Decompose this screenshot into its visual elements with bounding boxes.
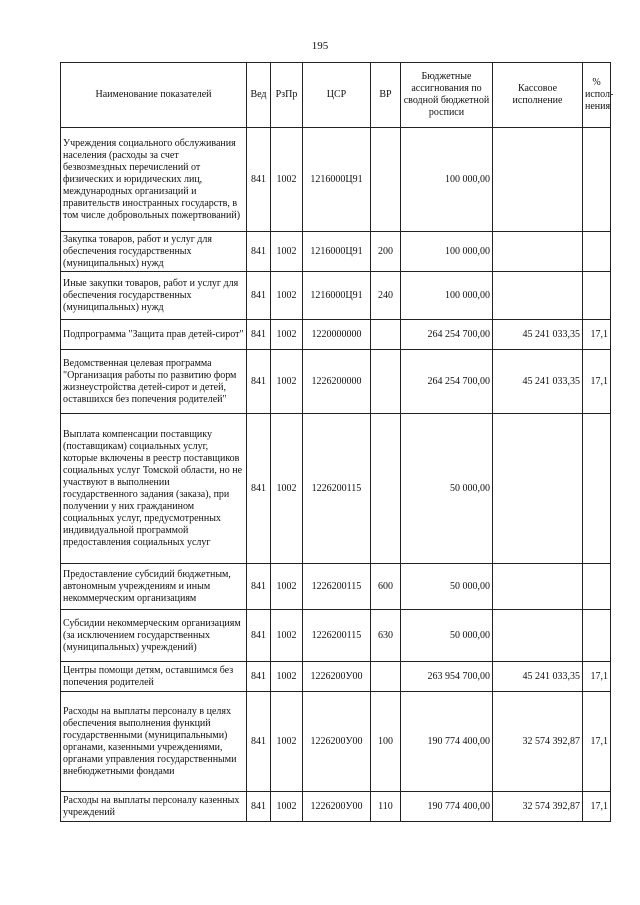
cell-pct (583, 128, 611, 232)
cell-budget: 100 000,00 (401, 128, 493, 232)
cell-rzpr: 1002 (271, 272, 303, 320)
cell-budget: 100 000,00 (401, 272, 493, 320)
cell-name: Подпрограмма "Защита прав детей-сирот" (61, 320, 247, 350)
page-number: 195 (311, 40, 329, 52)
cell-csr: 1226200У00 (303, 692, 371, 792)
cell-vr: 100 (371, 692, 401, 792)
cell-name: Центры помощи детям, оставшимся без попечения родителей (61, 662, 247, 692)
header-rzpr: РзПр (271, 63, 303, 128)
cell-csr: 1220000000 (303, 320, 371, 350)
cell-cash: 32 574 392,87 (493, 692, 583, 792)
cell-budget: 264 254 700,00 (401, 350, 493, 414)
cell-vr (371, 320, 401, 350)
cell-csr: 1226200000 (303, 350, 371, 414)
cell-budget: 264 254 700,00 (401, 320, 493, 350)
header-pct: % испол-нения (583, 63, 611, 128)
cell-csr: 1226200115 (303, 414, 371, 564)
cell-name: Расходы на выплаты персоналу в целях обеспечения выполнения функций государственными (муниципальными) органами, казенными учреждениями, органами управления государственными внебюджетными фондами (61, 692, 247, 792)
cell-name: Предоставление субсидий бюджетным, автономным учреждениям и иным некоммерческим организациям (61, 564, 247, 610)
cell-vr (371, 350, 401, 414)
cell-rzpr: 1002 (271, 350, 303, 414)
cell-pct (583, 232, 611, 272)
cell-name: Субсидии некоммерческим организациям (за исключением государственных (муниципальных) учреждений) (61, 610, 247, 662)
cell-ved: 841 (247, 350, 271, 414)
cell-ved: 841 (247, 662, 271, 692)
header-name: Наименование показателей (61, 63, 247, 128)
cell-cash: 45 241 033,35 (493, 350, 583, 414)
cell-cash (493, 128, 583, 232)
cell-ved: 841 (247, 692, 271, 792)
cell-name: Ведомственная целевая программа "Организация работы по развитию форм жизнеустройства детей-сирот и детей, оставшихся без попечения родителей" (61, 350, 247, 414)
cell-ved: 841 (247, 610, 271, 662)
cell-rzpr: 1002 (271, 414, 303, 564)
table-row (61, 350, 611, 414)
table-row (61, 564, 611, 610)
cell-csr: 1216000Ц91 (303, 272, 371, 320)
cell-pct: 17,1 (583, 320, 611, 350)
cell-vr: 600 (371, 564, 401, 610)
table-row (61, 610, 611, 662)
cell-cash (493, 564, 583, 610)
cell-cash: 45 241 033,35 (493, 662, 583, 692)
cell-pct (583, 272, 611, 320)
cell-ved: 841 (247, 320, 271, 350)
table-row (61, 792, 611, 822)
cell-budget: 190 774 400,00 (401, 792, 493, 822)
cell-vr: 200 (371, 232, 401, 272)
header-csr: ЦСР (303, 63, 371, 128)
cell-vr (371, 662, 401, 692)
table-row (61, 414, 611, 564)
cell-name: Учреждения социального обслуживания населения (расходы за счет безвозмездных перечислений от физических и юридических лиц, международных организаций и правительств иностранных государств, в том числе добровольных пожертвований) (61, 128, 247, 232)
cell-csr: 1226200У00 (303, 662, 371, 692)
cell-pct: 17,1 (583, 692, 611, 792)
cell-cash: 45 241 033,35 (493, 320, 583, 350)
table-body (61, 128, 611, 822)
cell-rzpr: 1002 (271, 320, 303, 350)
cell-csr: 1226200У00 (303, 792, 371, 822)
cell-rzpr: 1002 (271, 128, 303, 232)
header-vr: ВР (371, 63, 401, 128)
cell-cash (493, 272, 583, 320)
cell-rzpr: 1002 (271, 232, 303, 272)
cell-csr: 1216000Ц91 (303, 128, 371, 232)
cell-ved: 841 (247, 272, 271, 320)
cell-budget: 263 954 700,00 (401, 662, 493, 692)
cell-name: Выплата компенсации поставщику (поставщикам) социальных услуг, которые включены в реестр поставщиков социальных услуг Томской области, но не участвуют в выполнении государственного задания (заказа), при получении у них гражданином социальных услуг, предусмотренных индивидуальной программой предоставления социальных услуг (61, 414, 247, 564)
cell-rzpr: 1002 (271, 792, 303, 822)
cell-ved: 841 (247, 414, 271, 564)
cell-cash (493, 610, 583, 662)
cell-name: Иные закупки товаров, работ и услуг для обеспечения государственных (муниципальных) нужд (61, 272, 247, 320)
cell-csr: 1216000Ц91 (303, 232, 371, 272)
cell-rzpr: 1002 (271, 610, 303, 662)
cell-pct: 17,1 (583, 662, 611, 692)
table-row (61, 272, 611, 320)
cell-vr (371, 128, 401, 232)
cell-vr (371, 414, 401, 564)
cell-rzpr: 1002 (271, 692, 303, 792)
table-header-row (61, 63, 611, 128)
cell-ved: 841 (247, 792, 271, 822)
cell-vr: 240 (371, 272, 401, 320)
table-row (61, 320, 611, 350)
cell-ved: 841 (247, 232, 271, 272)
cell-budget: 100 000,00 (401, 232, 493, 272)
cell-budget: 190 774 400,00 (401, 692, 493, 792)
cell-pct: 17,1 (583, 792, 611, 822)
cell-budget: 50 000,00 (401, 564, 493, 610)
cell-vr: 630 (371, 610, 401, 662)
cell-ved: 841 (247, 128, 271, 232)
cell-cash (493, 232, 583, 272)
cell-ved: 841 (247, 564, 271, 610)
cell-rzpr: 1002 (271, 564, 303, 610)
cell-pct (583, 610, 611, 662)
table-row (61, 662, 611, 692)
cell-rzpr: 1002 (271, 662, 303, 692)
cell-name: Закупка товаров, работ и услуг для обеспечения государственных (муниципальных) нужд (61, 232, 247, 272)
cell-vr: 110 (371, 792, 401, 822)
cell-budget: 50 000,00 (401, 414, 493, 564)
table-row (61, 692, 611, 792)
budget-table (60, 62, 614, 822)
cell-csr: 1226200115 (303, 610, 371, 662)
cell-cash (493, 414, 583, 564)
cell-cash: 32 574 392,87 (493, 792, 583, 822)
header-budget: Бюджетные ассигнования по сводной бюджетной росписи (401, 63, 493, 128)
table-row (61, 128, 611, 232)
header-cash: Кассовое исполнение (493, 63, 583, 128)
cell-pct: 17,1 (583, 350, 611, 414)
cell-name: Расходы на выплаты персоналу казенных учреждений (61, 792, 247, 822)
cell-pct (583, 564, 611, 610)
cell-budget: 50 000,00 (401, 610, 493, 662)
cell-csr: 1226200115 (303, 564, 371, 610)
header-ved: Вед (247, 63, 271, 128)
cell-pct (583, 414, 611, 564)
table-row (61, 232, 611, 272)
